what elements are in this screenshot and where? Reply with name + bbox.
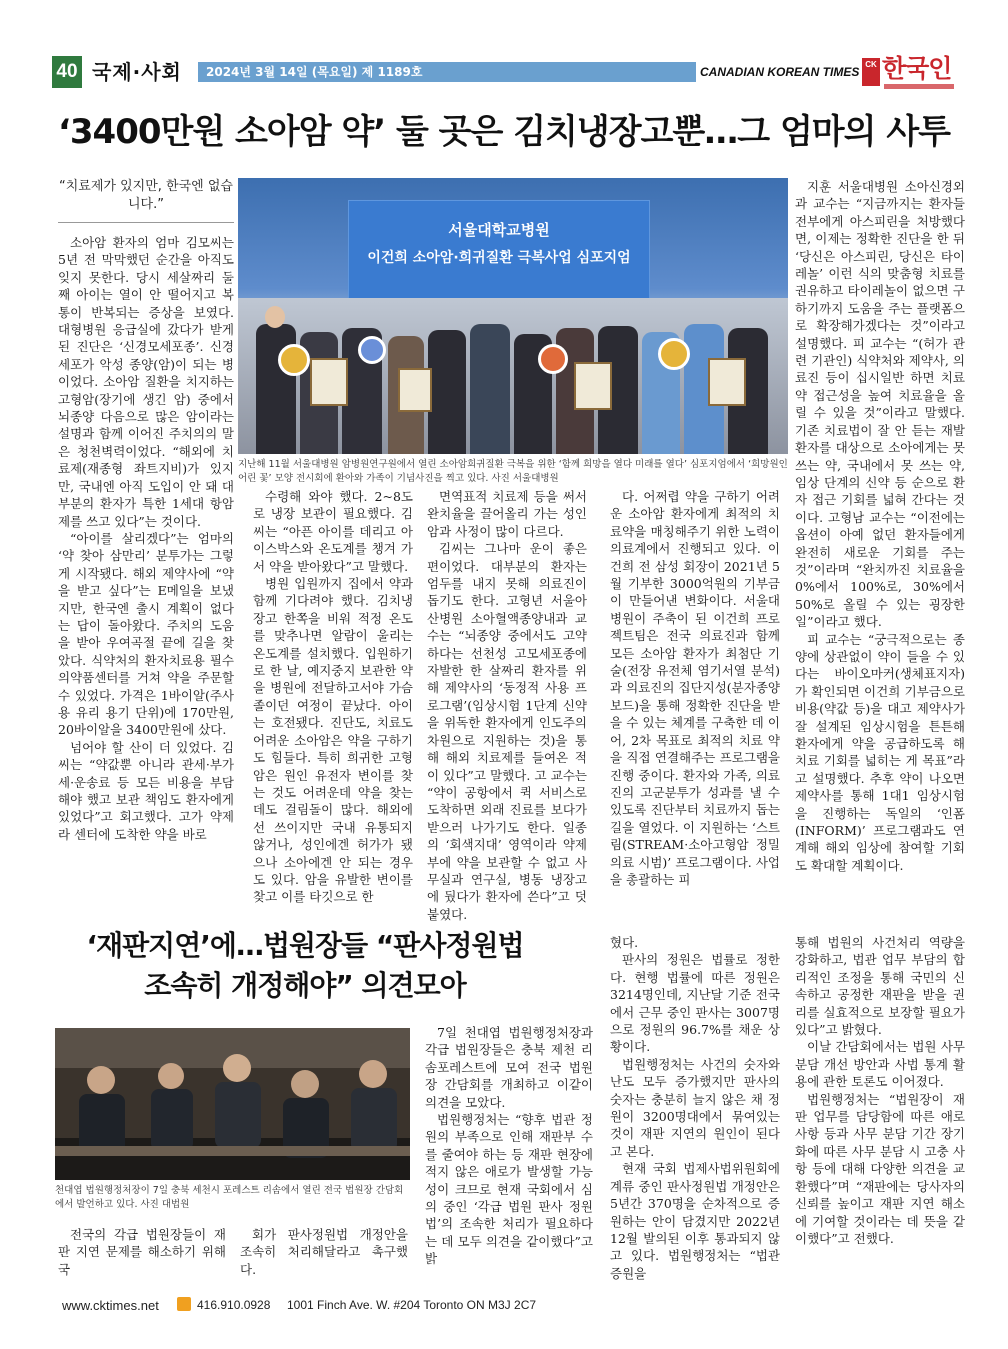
framed-picture [398, 368, 432, 412]
article2-photo [55, 1028, 410, 1180]
flower-badge [538, 344, 568, 374]
person-head [265, 306, 285, 328]
framed-picture [708, 358, 746, 406]
article2-column-a [425, 1024, 593, 1267]
meeting-scene [55, 1028, 410, 1180]
person-figure [470, 324, 510, 454]
article1-column-2 [253, 488, 413, 905]
logo-underline [884, 84, 954, 89]
article1-column-1 [58, 234, 234, 884]
paragraph: 이날 간담회에서는 법원 사무 분담 개선 방안과 사법 통계 활용에 관한 토론도 이어졌다. [795, 1039, 965, 1090]
article2-headline [40, 926, 570, 1006]
paragraph: 전국의 각급 법원장들이 재판 지연 문제를 해소하기 위해 국 [58, 1227, 226, 1277]
paragraph: 법원행정처는 “법원장이 재판 업무를 담당함에 따른 애로사항 등과 사무 분담 기간 장기화에 따른 사무 분담 시 고충 사항 등에 대해 다양한 의견을 교환했다”며 “재판에는 당사자의 신뢰를 높이고 재판 지연 해소에 기여할 것이라는 데 뜻을 같이했다”고 전했다. [795, 1091, 965, 1246]
divider [58, 222, 234, 223]
article1-column-3 [427, 488, 587, 922]
framed-picture [574, 362, 612, 410]
article2-lead-column-1 [58, 1226, 226, 1277]
paragraph: 법원행정처는 “향후 법관 정원의 부족으로 인해 재판부 수를 줄여야 하는 등 재판 현장에 적지 않은 애로가 발생할 가능성이 크므로 현재 국회에서 심의 중인 ‘각급 법원 판사 정원법’의 조속한 처리가 필요하다는 데 모두 의견을 같이했다”고 밝 [425, 1112, 593, 1267]
paragraph: 소아암 환자의 엄마 김모씨는 5년 전 막막했던 순간을 아직도 잊지 못한다. 당시 세살짜리 둘째 아이는 열이 안 떨어지고 복통이 반복되는 증상을 보였다. 대형병원 응급실에 갔다가 받게 된 진단은 ‘신경모세포종’. 신경세포가 악성 종양(암)이 되는 병이었다. 소아암 질환을 치지하는 고형암(장기에 생긴 암) 중에서 뇌종양 다음으로 많은 암이라는 설명과 함께 이어진 주치의의 말은 청천벽력이었다. “해외에 치료제(재종형 좌트지비)가 있지만, 국내엔 아직 도입이 안 돼 대부분의 환자가 특한 1세대 항암제를 쓰고 있다”는 것이다. [58, 235, 234, 529]
footer-phone: 416.910.0928 [197, 1298, 271, 1312]
flower-badge [358, 336, 386, 364]
paragraph: 회가 판사정원법 개정안을 조속히 처리해달라고 촉구했다. [240, 1227, 408, 1277]
paragraph: 병원 입원까지 집에서 약과 함께 기다려야 했다. 김치냉장고 한쪽을 비워 적정 온도를 맞추나면 알람이 울리는 온도계를 설치했다. 입원하기로 한 날, 예지중지 보관한 약을 병원에 전달하고서야 가슴 졸이던 여정이 끝났다. 아이는 호전됐다. 진단도, 치료도 어려운 소아암은 약을 구하기도 힘들다. 특히 희귀한 고형암은 원인 유전자 변이를 찾는 것도 어려운데 약을 찾는 데도 걸림돌이 많다. 해외에선 쓰이지만 국내 유통되지 않거나, 성인에겐 허가가 됐으나 소아에겐 안 되는 경우도 있다. 암을 유발한 변이를 찾고 이를 타깃으로 한 [253, 576, 413, 905]
article2-column-c [795, 934, 965, 1260]
photo-group [238, 298, 788, 454]
footer-address: 1001 Finch Ave. W. #204 Toronto ON M3J 2C7 [287, 1298, 537, 1312]
page-number: 40 [52, 56, 82, 88]
paragraph: “아이를 살리겠다”는 엄마의 ‘약 찾아 삼만리’ 분투가는 그렇게 시작됐다. 해외 제약사에 “약을 받고 싶다”는 E메일을 보냈지만, 한국엔 출시 계획이 없다는 답이 돌아왔다. 주치의 도움을 받아 우여곡절 끝에 길을 찾았다. 식약처의 환자치료용 필수의약품센터를 거쳐 약을 주문할 수 있었다. 가격은 1바이알(주사용 유리 용기 단위)에 170만원, 20바이알을 3400만원에 샀다. [58, 530, 234, 738]
flower-badge [658, 338, 690, 370]
section-title: 국제·사회 [92, 60, 182, 84]
paragraph: 판사의 정원은 법률로 정한다. 현행 법률에 따른 정원은 3214명인데, 지난달 기준 전국에서 근무 중인 판사는 3007명으로 정원의 96.7%를 채운 상황이다. [610, 952, 780, 1055]
headline-line-2: 조속히 개정해야” 의견모아 [144, 969, 466, 1002]
paragraph: 면역표적 치료제 등을 써서 완치율을 끌어올리 가는 성인암과 사정이 많이 다르다. [427, 489, 587, 539]
footer-url[interactable]: www.cktimes.net [62, 1298, 159, 1313]
paragraph: 피 교수는 “궁극적으로는 종양에 상관없이 약이 들을 수 있다는 바이오마커(생체표지자)가 확인되면 이건희 기부금으로 비용(약값 등)을 대고 제약사가 잘 설계된 임상시험을 튼튼해 환자에게 약을 공급하도록 해 치료 기회를 넓히는 게 목표”라고 설명했다. 추후 약이 나오면 제약사를 통해 1대1 임상시험을 진행하는 독일의 ‘인폼(INFORM)’ 프로그램과도 연계해 해외 임상에 참여할 기회도 확대할 계획이다. [795, 631, 965, 873]
banner-line-1: 서울대학교병원 [448, 221, 550, 239]
paragraph: 현재 국회 법제사법위원회에 계류 중인 판사정원법 개정안은 5년간 370명을 순차적으로 증원하는 안이 담겼지만 2022년 12월 발의된 이후 통과되지 않고 있다. 법원행정처는 “법관 증원을 [610, 1161, 780, 1281]
paragraph: 수령해 와야 했다. 2~8도로 냉장 보관이 필요했다. 김씨는 “아픈 아이를 데리고 아이스박스와 온도계를 챙겨 가서 약을 받아왔다”고 말했다. [253, 489, 413, 574]
banner-line-2: 이건희 소아암·희귀질환 극복사업 심포지엄 [367, 250, 631, 266]
paragraph: 지훈 서울대병원 소아신경외과 교수는 “지금까지는 환자들 전부에게 아스피린을 처방했다면, 이제는 정확한 진단을 한 뒤 ‘당신은 아스피린, 당신은 타이레놀’ 이런 식의 맞춤형 치료를 권유하고 타이레놀이 없으면 구하기까지 도움을 주는 플랫폼으로 확장해가겠다는 것”이라고 설명했다. 피 교수는 “(허가 관련 기관인) 식약처와 제약사, 의료진 등이 십시일반 하면 치료 약 접근성을 높여 치료율을 올릴 수 있을 것”이라고 말했다. 기존 치료법이 잘 안 듣는 재발 환자를 대상으로 소아에게는 못 쓰는 약, 국내에서 못 쓰는 약, 임상 단계의 신약 등 순으로 환자 접근 기회를 넓혀 간다는 것이다. 고형남 교수는 “이전에는 옵션이 아예 없던 환자들에게 완전히 새로운 기회를 주는 것”이라며 “완치까진 치료율을 0%에서 100%로, 30%에서 50%로 올릴 수 있는 굉장한 일”이라고 했다. [795, 179, 965, 630]
phone-icon [177, 1297, 191, 1311]
paragraph: 김씨는 그나마 운이 좋은 편이었다. 대부분의 환자는 엄두를 내지 못해 의료진이 돕기도 한다. 고형년 서울아산병원 소아혈액종양내과 교수는 “뇌종양 중에서도 고약하다는 선천성 고모세포종에 자발한 한 살짜리 환자를 위해 제약사의 ‘동정적 사용 프로그램’(임상시험 1단계 신약을 위독한 환자에게 인도주의 차원으로 지원하는 것)을 통해 해외 치료제를 들여온 적이 있다”고 말했다. 고 교수는 “약이 공항에서 퀵 서비스로 도착하면 외래 진료를 보다가 받으러 나가기도 한다. 일종의 ‘회색지대’ 영역이라 약제부에 약을 보관할 수 없고 사무실과 연구실, 병동 냉장고에 뒀다가 환자에 쓴다”고 덧붙였다. [427, 541, 587, 922]
paragraph: 넘어야 할 산이 더 있었다. 김씨는 “약값뿐 아니라 관세·부가세·운송료 등 모든 비용을 부담해야 했고 보관 책임도 환자에게 있었다”고 회고했다. 고가 약제라 센터에 도착한 약을 바로 [58, 739, 234, 842]
paragraph: 혔다. [610, 935, 639, 950]
article1-photo [238, 178, 788, 454]
article2-column-b [610, 934, 780, 1281]
article1-photo-caption: 지난해 11월 서울대병원 암병원연구원에서 열린 소아암희귀질환 극복을 위한 ‘함께 희망을 열다 미래를 열다’ 심포지엄에서 ‘희망원인어린 꽃’ 모양 전시회에 환아와 가족이 기념사진을 찍고 있다. 사진 서울대병원 [238, 459, 788, 484]
paper-name-en: CANADIAN KOREAN TIMES [700, 65, 860, 79]
article2-photo-caption: 천대엽 법원행정처장이 7일 충북 세천시 포레스트 리솜에서 열린 전국 법원장 간담회에서 발언하고 있다. 사진 대법원 [55, 1185, 404, 1210]
paragraph: 법원행정처는 사건의 숫자와 난도 모두 증가했지만 판사의 숫자는 충분히 늘지 않은 채 정원이 3200명대에서 묶여있는 것이 재판 지연의 원인이 된다고 본다. [610, 1056, 780, 1159]
paragraph: 7일 천대엽 법원행정처장과 각급 법원장들은 충북 제천 리솜포레스트에 모여 전국 법원장 간담회를 개최하고 이같이 의견을 모았다. [425, 1025, 593, 1110]
headline-line-1: ‘재판지연’에…법원장들 “판사정원법 [86, 929, 524, 962]
logo-mark: CK [862, 58, 880, 86]
paragraph: 통해 법원의 사건처리 역량을 강화하고, 법관 업무 부담의 합리적인 조정을 통해 국민의 신속하고 공정한 재판을 받을 권리를 실효적으로 보장할 필요가 있다”고 밝혔다. [795, 935, 965, 1038]
article1-column-4 [610, 488, 780, 887]
flower-badge [278, 344, 310, 376]
paper-logo: 한국인 [882, 54, 952, 83]
person-figure [428, 330, 466, 454]
article1-column-5 [795, 178, 965, 884]
article2-lead-column-2 [240, 1226, 408, 1277]
paragraph: 다. 어쩌렵 약을 구하기 어려운 소아암 환자에게 최적의 치료약을 매칭해주기 위한 노력이 의료계에서 진행되고 있다. 이건희 전 삼성 회장이 2021년 5월 기부한 3000억원의 기부금이 만들어낸 변화이다. 서울대병원이 주축이 된 이건희 프로젝트팀은 전국 의료진과 함께 모든 소아암 환자가 최첨단 기술(전장 유전체 염기서열 분석)과 의료진의 집단지성(분자종양보드)을 통해 정확한 진단을 받을 수 있는 체계를 구축한 데 이어, 2차 목표로 최적의 치료 약을 직접 연결해주는 프로그램을 진행 중이다. 환자와 가족, 의료진의 고군분투가 성과를 낼 수 있도록 진단부터 치료까지 돕는 길을 열었다. 이 지원하는 ‘스트림(STREAM·소아고형암 정밀의료 시범)’ 프로그램이다. 사업을 총괄하는 피 [610, 489, 780, 887]
dateline: 2024년 3월 14일 (목요일) 제 1189호 [198, 62, 696, 82]
article1-headline: ‘3400만원 소아암 약’ 둘 곳은 김치냉장고뿐…그 엄마의 사투 [57, 112, 951, 152]
framed-picture [310, 358, 348, 406]
photo-banner [348, 200, 650, 300]
pull-quote: “치료제가 있지만, 한국엔 없습니다.” [59, 179, 233, 212]
